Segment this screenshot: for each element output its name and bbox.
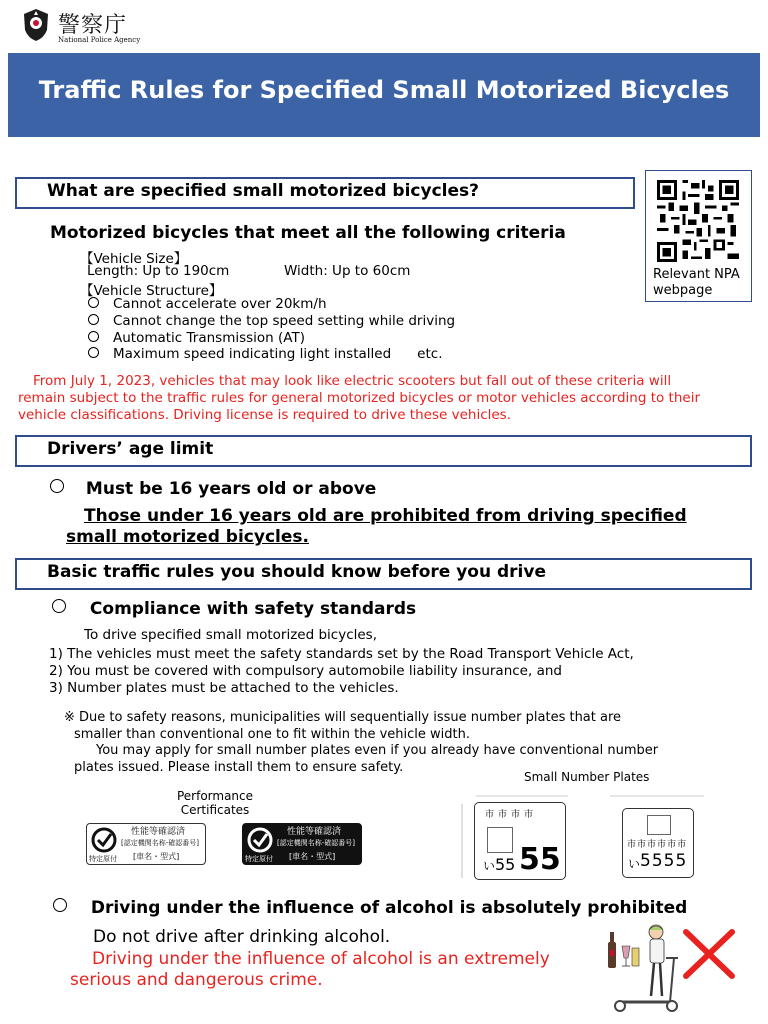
section-heading-age: Drivers’ age limit	[47, 439, 214, 459]
section-heading-rules: Basic traffic rules you should know before you drive	[47, 562, 546, 582]
criteria-item: Cannot accelerate over 20km/h	[88, 296, 327, 312]
bullet-circle-icon	[88, 314, 99, 325]
qr-code-label: Relevant NPA webpage	[653, 267, 740, 298]
number-plate-diagram	[600, 790, 718, 886]
certificates-label: Performance Certificates	[176, 789, 254, 817]
drunk-scooter-rider-illustration	[596, 918, 746, 1018]
performance-certificate-dark: 性能等確認済 [認定機関名称-確認番号] 特定原付 [車名・型式]	[242, 823, 362, 865]
number-plate: 市市市市市市 い 5555	[622, 808, 694, 878]
bullet-circle-icon	[52, 599, 66, 613]
age-warning: Those under 16 years old are prohibited from driving specified small motorized bicycles.	[66, 506, 687, 547]
prohibited-cross-icon	[686, 932, 732, 976]
police-emblem-icon	[22, 8, 50, 42]
bullet-circle-icon	[50, 479, 64, 493]
bullet-circle-icon	[88, 347, 99, 358]
rules-list: 1) The vehicles must meet the safety standards set by the Road Transport Vehicle Act, 2) You must be covered with compulsory automobile liability insurance, and 3) Number plates must be attached to the vehicles.	[49, 646, 634, 696]
number-plate: 市市市市 い 55 55	[474, 802, 566, 880]
age-limit-item: Must be 16 years old or above	[50, 479, 376, 499]
alcohol-subheading: Driving under the influence of alcohol is absolutely prohibited	[53, 898, 687, 918]
criteria-item: Maximum speed indicating light installed etc.	[88, 346, 442, 362]
vehicle-size-label: 【Vehicle Size】	[80, 251, 188, 267]
criteria-heading: Motorized bicycles that meet all the following criteria	[50, 223, 566, 243]
safety-standards-subheading: Compliance with safety standards	[52, 599, 416, 619]
alcohol-text-1: Do not drive after drinking alcohol.	[93, 927, 391, 947]
vehicle-length: Length: Up to 190cm	[87, 263, 230, 279]
criteria-item: Automatic Transmission (AT)	[88, 330, 305, 346]
certification-mark-icon	[247, 827, 273, 853]
notice-paragraph: From July 1, 2023, vehicles that may look like electric scooters but fall out of these criteria will remain subject to the traffic rules for general motorized bicycles or motor vehicles according to their vehicle classifications. Driving license is required to drive these vehicles.	[18, 373, 701, 423]
bullet-circle-icon	[53, 898, 67, 912]
criteria-item: Cannot change the top speed setting while driving	[88, 313, 455, 329]
vehicle-width: Width: Up to 60cm	[284, 263, 411, 279]
bullet-circle-icon	[88, 331, 99, 342]
vehicle-structure-label: 【Vehicle Structure】	[80, 283, 223, 299]
plates-note: ※ Due to safety reasons, municipalities will sequentially issue number plates that are smaller than conventional one to fit within the vehicle width. You may apply for small number plates even if you already have conventional number plates issued. Please install them to ensure safety.	[64, 710, 659, 775]
number-plate-diagram	[458, 790, 576, 886]
agency-name-jp: 警察庁	[58, 13, 128, 38]
section-heading-definition: What are specified small motorized bicycles?	[47, 181, 479, 201]
certification-mark-icon	[91, 827, 117, 853]
qr-code-icon[interactable]	[655, 180, 741, 262]
scooter-rider-icon	[615, 925, 678, 1011]
performance-certificate-light: 性能等確認済 [認定機関名称-確認番号] 特定原付 [車名・型式]	[86, 823, 206, 865]
bullet-circle-icon	[88, 297, 99, 308]
agency-name-en: National Police Agency	[58, 36, 141, 44]
rules-intro: To drive specified small motorized bicycles,	[84, 627, 378, 643]
alcohol-warning: Driving under the influence of alcohol is an extremely serious and dangerous crime.	[70, 949, 550, 990]
small-plates-label: Small Number Plates	[524, 770, 650, 784]
alcohol-bottles-icon	[608, 932, 639, 968]
page-title: Traffic Rules for Specified Small Motorized Bicycles	[38, 76, 730, 104]
